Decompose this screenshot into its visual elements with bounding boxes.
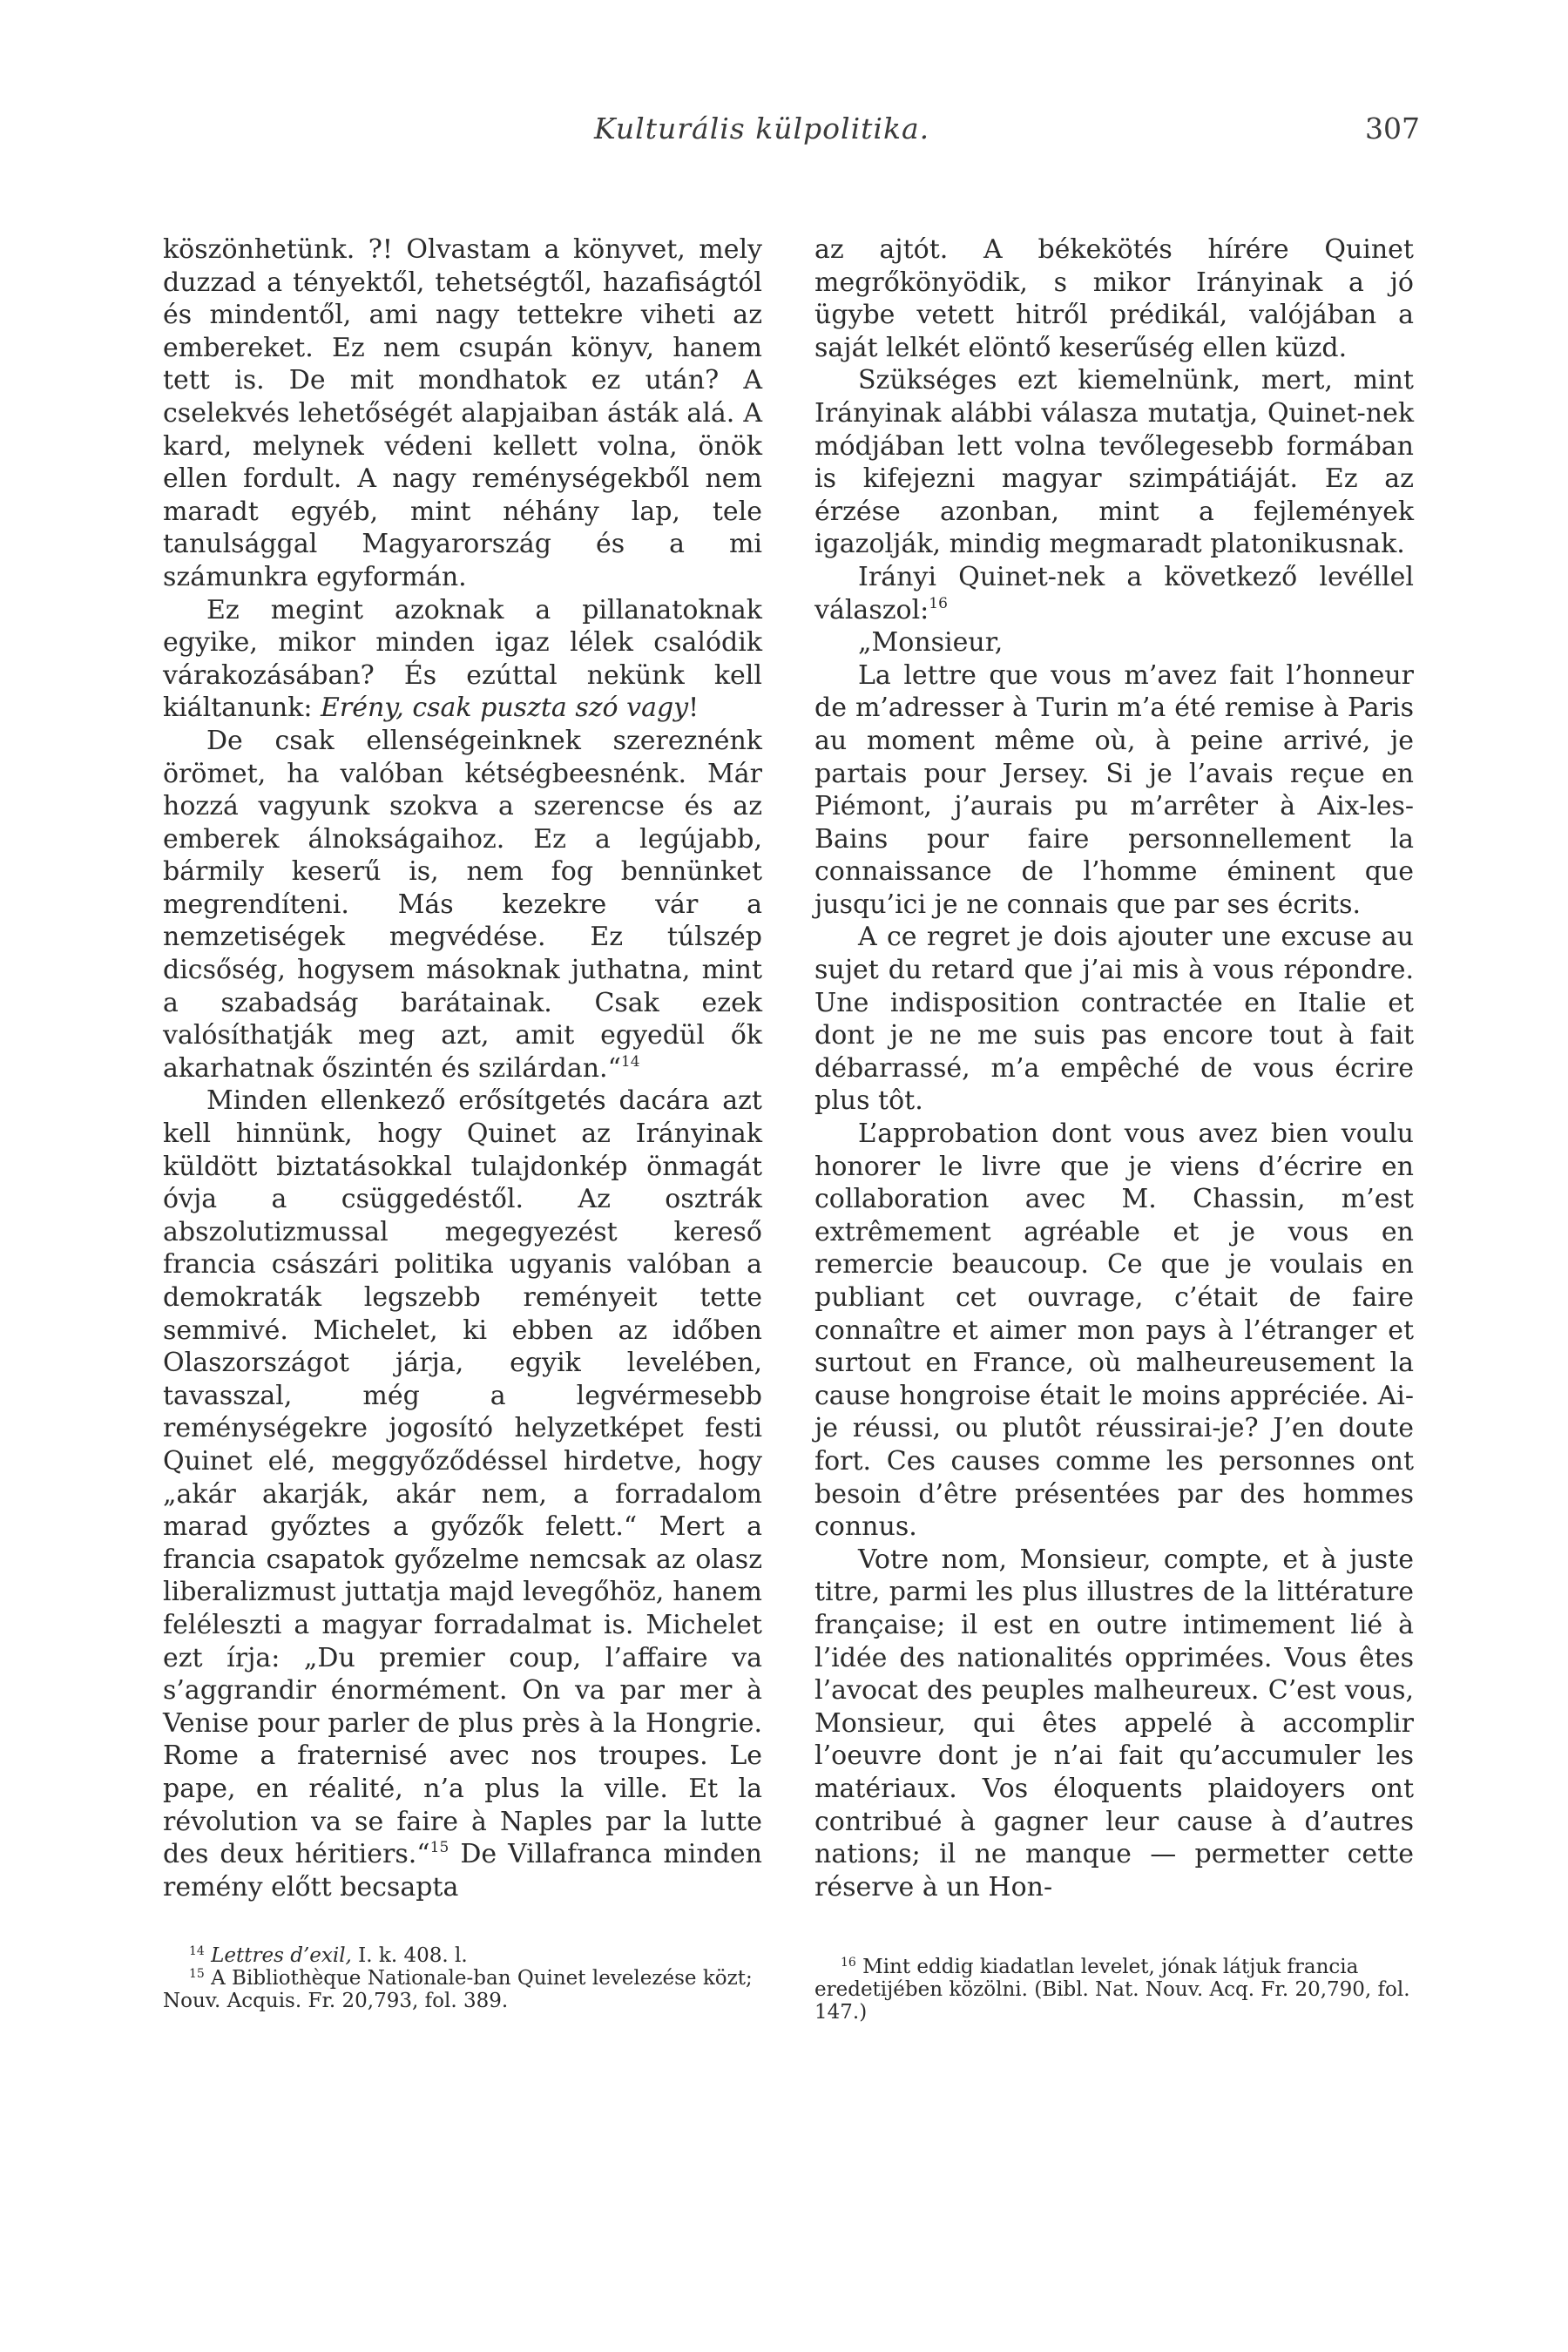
- page-number: 307: [1365, 112, 1420, 145]
- paragraph: Minden ellenkező erősítgetés dacára azt kell hinnünk, hogy Quinet az Irányinak küldött biztatásokkal tulajdonkép önmagát óvja a csüggedéstől. Az osztrák abszolutizmussal megegyezést kereső francia császári politika ugyanis valóban a demokraták legszebb reményeit tette semmivé. Michelet, ki ebben az időben Olaszországot járja, egyik levelében, tavasszal, még a legvérmesebb reménységekre jogosító helyzetképet festi Quinet elé, meggyőződéssel hirdetve, hogy „akár akarják, akár nem, a forradalom marad győztes a győzők felett.“ Mert a francia csapatok győzelme nemcsak az olasz liberalizmust juttatja majd levegőhöz, hanem feléleszti a magyar forradalmat is. Michelet ezt írja: „Du premier coup, l’affaire va s’aggrandir énormément. On va par mer à Venise pour parler de plus près à la Hongrie. Rome a fraternisé avec nos troupes. Le pape, en réalité, n’a plus la ville. Et la révolution va se faire à Naples par la lutte des deux héritiers.“$^{15}$ De Villafranca minden remény előtt becsapta: [163, 1085, 762, 1903]
- paragraph: az ajtót. A békekötés hírére Quinet megrőkönyödik, s mikor Irányinak a jó ügybe vetett hitről prédikál, valójában a saját lelkét elöntő keserűség ellen küzd.: [814, 234, 1414, 363]
- letter-paragraph: L’approbation dont vous avez bien voulu honorer le livre que je viens d’écrire en collaboration avec M. Chassin, m’est extrêmement agréable et je vous en remercie beaucoup. Ce que je voulais en publiant cet ouvrage, c’était de faire connaître et aimer mon pays à l’étranger et surtout en France, où malheureusement la cause hongroise était le moins appréciée. Ai-je réussi, ou plutôt réussirai-je? J’en doute fort. Ces causes comme les personnes ont besoin d’être présentées par des hommes connus.: [814, 1119, 1414, 1543]
- footnote-ref: 15: [429, 1839, 449, 1857]
- running-title: Kulturális külpolitika.: [594, 112, 930, 145]
- footnote-ref: 14: [620, 1052, 640, 1071]
- paragraph: De csak ellenségeinknek szereznénk örömet, ha valóban kétségbeesnénk. Már hozzá vagyunk szokva a szerencse és az emberek álnokságaihoz. Ez a legújabb, bármily keserű is, nem fog bennünket megrendíteni. Más kezekre vár a nemzetiségek megvédése. Ez túlszép dicsőség, hogysem másoknak juthatna, mint a szabadság barátainak. Csak ezek valósíthatják meg azt, amit egyedül ők akarhatnak őszintén és szilárdan.“$^{14}$: [163, 725, 762, 1084]
- paragraph: Irányi Quinet-nek a következő levéllel válaszol:$^{16}$: [814, 561, 1414, 625]
- paragraph: Ez megint azoknak a pillanatoknak egyike, mikor minden igaz lélek csalódik várakozásában? És ezúttal nekünk kell kiáltanunk: Erény, csak puszta szó vagy!: [163, 594, 762, 724]
- footnote-15: $^{15}$ A Bibliothèque Nationale-ban Quinet levelezése közt; Nouv. Acquis. Fr. 20,793, fol. 389.: [163, 1967, 753, 2012]
- letter-salutation: „Monsieur,: [858, 627, 1004, 659]
- footnote-ref: 16: [929, 594, 948, 612]
- footnotes-left: [163, 1944, 762, 2012]
- running-head: [0, 112, 1568, 155]
- letter-paragraph: La lettre que vous m’avez fait l’honneur de m’adresser à Turin m’a été remise à Paris au moment même où, à peine arrivé, je partais pour Jersey. Si je l’avais reçue en Piémont, j’aurais pu m’arrêter à Aix-les-Bains pour faire personnellement la connaissance de l’homme éminent que jusqu’ici je ne connais que par ses écrits.: [814, 659, 1414, 920]
- letter-paragraph: Votre nom, Monsieur, compte, et à juste titre, parmi les plus illustres de la littérature française; il est en outre intimement lié à l’idée des nationalités opprimées. Vous êtes l’avocat des peuples malheureux. C’est vous, Monsieur, qui êtes appelé à accomplir l’oeuvre dont je n’ai fait qu’accumuler les matériaux. Vos éloquents plaidoyers ont contribué à gagner leur cause à d’autres nations; il ne manque — permetter cette réserve à un Hon-: [814, 1544, 1414, 1903]
- footnotes-right: [814, 1956, 1414, 2024]
- left-column: [163, 233, 762, 1903]
- paragraph: köszönhetünk. ?! Olvastam a könyvet, mely duzzad a tényektől, tehetségtől, hazafiságtól és mindentől, ami nagy tettekre viheti az embereket. Ez nem csupán könyv, hanem tett is. De mit mondhatok ez után? A cselekvés lehetőségét alapjaiban ásták alá. A kard, melynek védeni kellett volna, önök ellen fordult. A nagy reménységekből nem maradt egyéb, mint néhány lap, tele tanulsággal Magyarország és a mi számunkra egyformán.: [163, 234, 762, 592]
- footnote-16: $^{16}$ Mint eddig kiadatlan levelet, jónak látjuk francia eredetijében közölni. (Bibl. Nat. Nouv. Acq. Fr. 20,790, fol. 147.): [814, 1956, 1410, 2024]
- paragraph: Szükséges ezt kiemelnünk, mert, mint Irányinak alábbi válasza mutatja, Quinet-nek módjában lett volna tevőlegesebb formában is kifejezni magyar szimpátiáját. Ez az érzése azonban, mint a fejlemények igazolják, mindig megmaradt platonikusnak.: [814, 365, 1414, 560]
- right-column: [814, 233, 1414, 1903]
- letter-paragraph: A ce regret je dois ajouter une excuse au sujet du retard que j’ai mis à vous répondre. Une indisposition contractée en Italie et dont je ne me suis pas encore tout à fait débarrassé, m’a empêché de vous écrire plus tôt.: [814, 922, 1414, 1117]
- footnote-14: $^{14}$ Lettres d’exil, I. k. 408. l.: [189, 1944, 468, 1967]
